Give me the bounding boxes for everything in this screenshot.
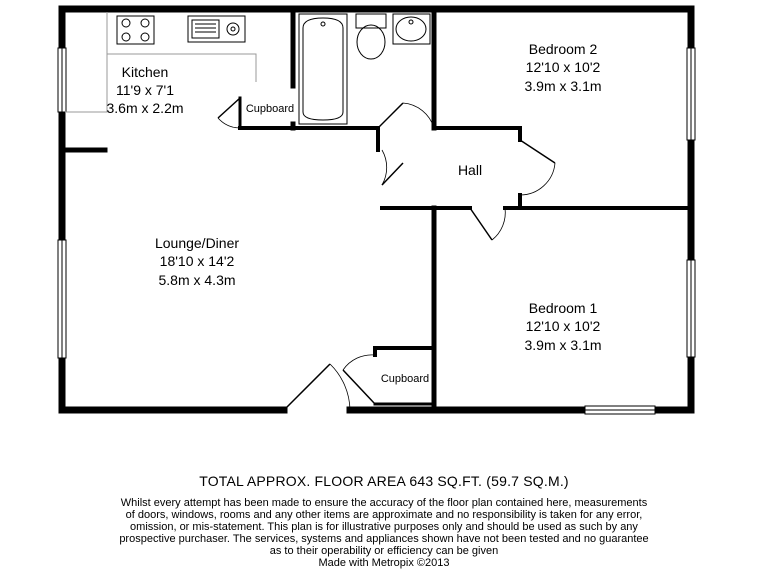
bedroom2-name: Bedroom 2	[528, 41, 598, 57]
metropix-credit: Made with Metropix ©2013	[318, 557, 450, 569]
room-labels	[106, 41, 601, 385]
doors	[218, 98, 555, 410]
bedroom1-metric: 3.9m x 3.1m	[524, 337, 602, 353]
lounge-imperial: 18'10 x 14'2	[159, 253, 235, 269]
cupboard-bottom-name: Cupboard	[380, 373, 430, 385]
bath-icon	[299, 14, 347, 124]
hob-icon	[117, 16, 154, 44]
toilet-icon	[356, 14, 386, 59]
lounge-metric: 5.8m x 4.3m	[158, 272, 236, 288]
total-floor-area: TOTAL APPROX. FLOOR AREA 643 SQ.FT. (59.7 SQ.M.)	[199, 473, 569, 489]
sink-icon	[188, 16, 245, 42]
kitchen-name: Kitchen	[121, 64, 169, 80]
bedroom1-imperial: 12'10 x 10'2	[525, 318, 601, 334]
disclaimer-line: prospective purchaser. The services, systems and appliances shown have not been tested and no guarantee	[119, 533, 649, 545]
bedroom2-metric: 3.9m x 3.1m	[524, 78, 602, 94]
bedroom1-name: Bedroom 1	[528, 300, 598, 316]
hall-name: Hall	[457, 162, 483, 178]
cupboard-top-name: Cupboard	[245, 103, 295, 115]
basin-icon	[393, 14, 430, 44]
lounge-name: Lounge/Diner	[154, 235, 240, 251]
disclaimer-line: as to their operability or efficiency can be given	[269, 545, 499, 557]
disclaimer	[0, 497, 768, 569]
bedroom2-imperial: 12'10 x 10'2	[525, 59, 601, 75]
kitchen-imperial: 11'9 x 7'1	[115, 82, 175, 98]
disclaimer-line: of doors, windows, rooms and any other items are approximate and no responsibility is taken for any error,	[125, 509, 643, 521]
disclaimer-line: Whilst every attempt has been made to ensure the accuracy of the floor plan contained here, measurements	[120, 497, 648, 509]
disclaimer-line: omission, or mis-statement. This plan is for illustrative purposes only and should be used as such by any	[130, 521, 638, 533]
kitchen-metric: 3.6m x 2.2m	[106, 100, 184, 116]
